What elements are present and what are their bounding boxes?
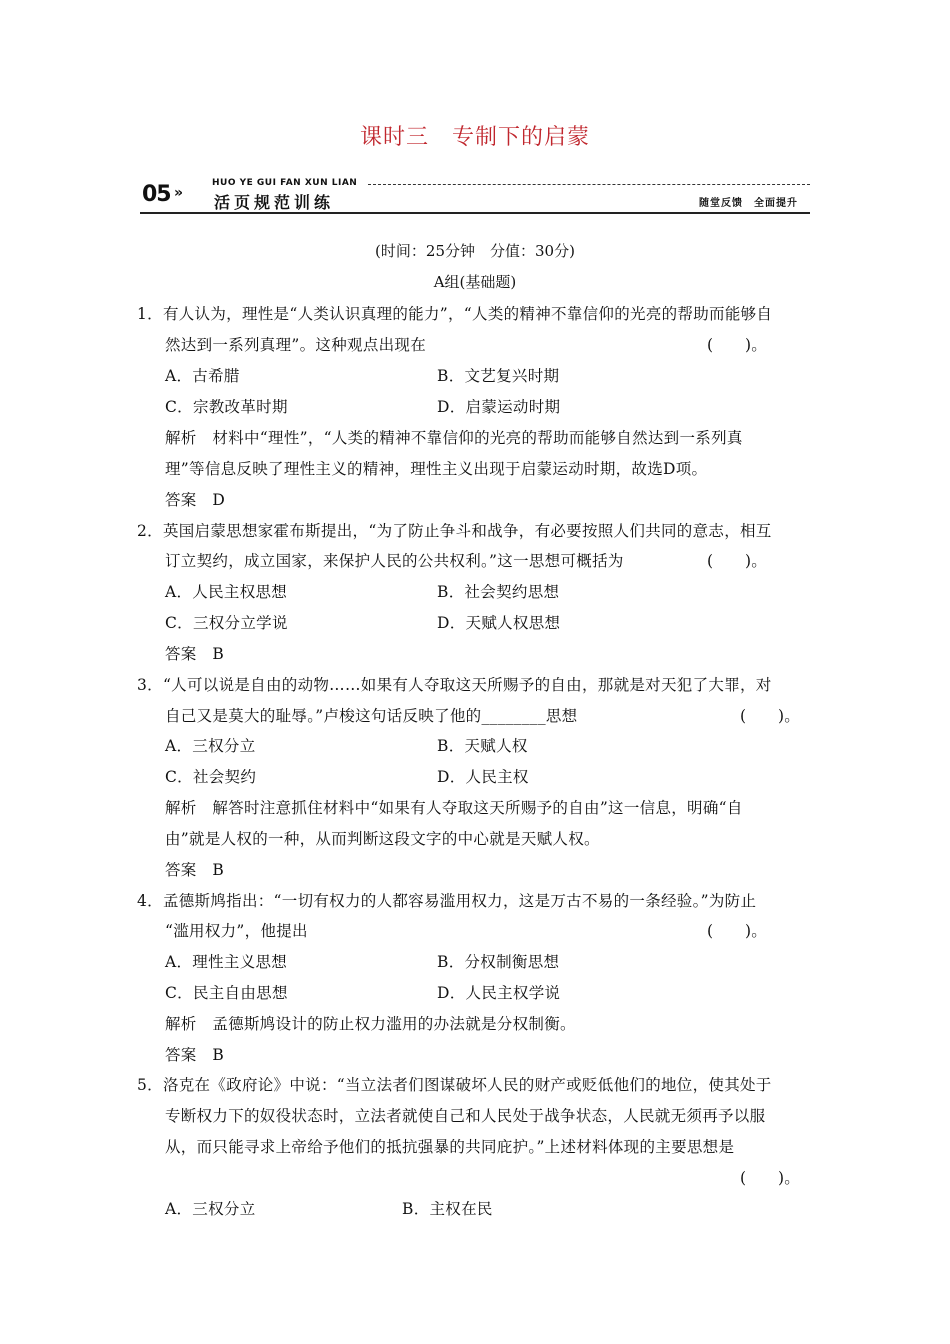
section-number: 05 xyxy=(142,182,171,207)
time-score-meta: (时间：25分钟 分值：30分) xyxy=(375,242,575,260)
q3-option-b: B．天赋人权 xyxy=(437,737,528,755)
q2-option-a: A．人民主权思想 xyxy=(165,583,288,601)
banner-pinyin: HUO YE GUI FAN XUN LIAN xyxy=(212,178,358,188)
q2-option-b: B．社会契约思想 xyxy=(437,583,560,601)
q2-answer: 答案 B xyxy=(165,645,225,663)
q3-analysis-1: 解析 解答时注意抓住材料中“如果有人夺取这天所赐予的自由”这一信息，明确“自 xyxy=(165,799,743,817)
double-chevron-icon: » xyxy=(174,185,184,201)
q3-answer: 答案 B xyxy=(165,861,225,879)
q3-line-2: 自己又是莫大的耻辱。”卢梭这句话反映了他的________思想 xyxy=(165,707,578,725)
q2-line-1: 2．英国启蒙思想家霍布斯提出，“为了防止争斗和战争，有必要按照人们共同的意志，相互 xyxy=(137,522,772,540)
q5-line-1: 5．洛克在《政府论》中说：“当立法者们图谋破坏人民的财产或贬低他们的地位，使其处于 xyxy=(137,1076,772,1094)
q1-line-1: 1．有人认为，理性是“人类认识真理的能力”，“人类的精神不靠信仰的光亮的帮助而能够自 xyxy=(137,305,773,323)
banner-dotted-rule xyxy=(368,184,810,185)
q2-line-2: 订立契约，成立国家，来保护人民的公共权利。”这一思想可概括为 xyxy=(165,552,624,570)
q4-analysis: 解析 孟德斯鸠设计的防止权力滥用的办法就是分权制衡。 xyxy=(165,1015,576,1033)
q1-analysis-2: 理”等信息反映了理性主义的精神，理性主义出现于启蒙运动时期，故选D项。 xyxy=(165,460,708,478)
section-banner xyxy=(140,178,810,214)
q5-option-a: A．三权分立 xyxy=(165,1200,256,1218)
group-label: A组(基础题) xyxy=(433,273,517,291)
q4-line-2: “滥用权力”，他提出 xyxy=(165,922,308,940)
page-title: 课时三 专制下的启蒙 xyxy=(359,125,590,150)
q2-option-c: C．三权分立学说 xyxy=(165,614,288,632)
q3-line-1: 3．“人可以说是自由的动物……如果有人夺取这天所赐予的自由，那就是对天犯了大罪，对 xyxy=(137,676,772,694)
q4-line-1: 4．孟德斯鸠指出：“一切有权力的人都容易滥用权力，这是万古不易的一条经验。”为防止 xyxy=(137,892,757,910)
q1-line-2: 然达到一系列真理”。这种观点出现在 xyxy=(165,336,427,354)
q1-option-d: D．启蒙运动时期 xyxy=(437,398,561,416)
banner-heading: 活页规范训练 xyxy=(214,193,335,212)
banner-slogan: 随堂反馈 全面提升 xyxy=(699,198,798,209)
q1-option-c: C．宗教改革时期 xyxy=(165,398,288,416)
q1-option-a: A．古希腊 xyxy=(165,367,240,385)
q2-answer-blank: ( )。 xyxy=(707,552,768,570)
q4-option-d: D．人民主权学说 xyxy=(437,984,561,1002)
q4-option-b: B．分权制衡思想 xyxy=(437,953,560,971)
banner-rule xyxy=(140,212,810,214)
q3-analysis-2: 由”就是人权的一种，从而判断这段文字的中心就是天赋人权。 xyxy=(165,830,600,848)
q5-line-3: 从，而只能寻求上帝给予他们的抵抗强暴的共同庇护。”上述材料体现的主要思想是 xyxy=(165,1138,735,1156)
q1-option-b: B．文艺复兴时期 xyxy=(437,367,560,385)
q5-answer-blank: ( )。 xyxy=(740,1169,801,1187)
q3-answer-blank: ( )。 xyxy=(740,707,801,725)
q3-option-a: A．三权分立 xyxy=(165,737,256,755)
q4-answer: 答案 B xyxy=(165,1046,225,1064)
q1-answer: 答案 D xyxy=(165,491,226,509)
q3-option-c: C．社会契约 xyxy=(165,768,257,786)
q3-option-d: D．人民主权 xyxy=(437,768,529,786)
q4-answer-blank: ( )。 xyxy=(707,922,768,940)
q4-option-c: C．民主自由思想 xyxy=(165,984,288,1002)
q2-option-d: D．天赋人权思想 xyxy=(437,614,561,632)
q5-line-2: 专断权力下的奴役状态时，立法者就使自己和人民处于战争状态，人民就无须再予以服 xyxy=(165,1107,766,1125)
q4-option-a: A．理性主义思想 xyxy=(165,953,288,971)
q1-analysis-1: 解析 材料中“理性”，“人类的精神不靠信仰的光亮的帮助而能够自然达到一系列真 xyxy=(165,429,743,447)
q1-answer-blank: ( )。 xyxy=(707,336,768,354)
q5-option-b: B．主权在民 xyxy=(402,1200,493,1218)
